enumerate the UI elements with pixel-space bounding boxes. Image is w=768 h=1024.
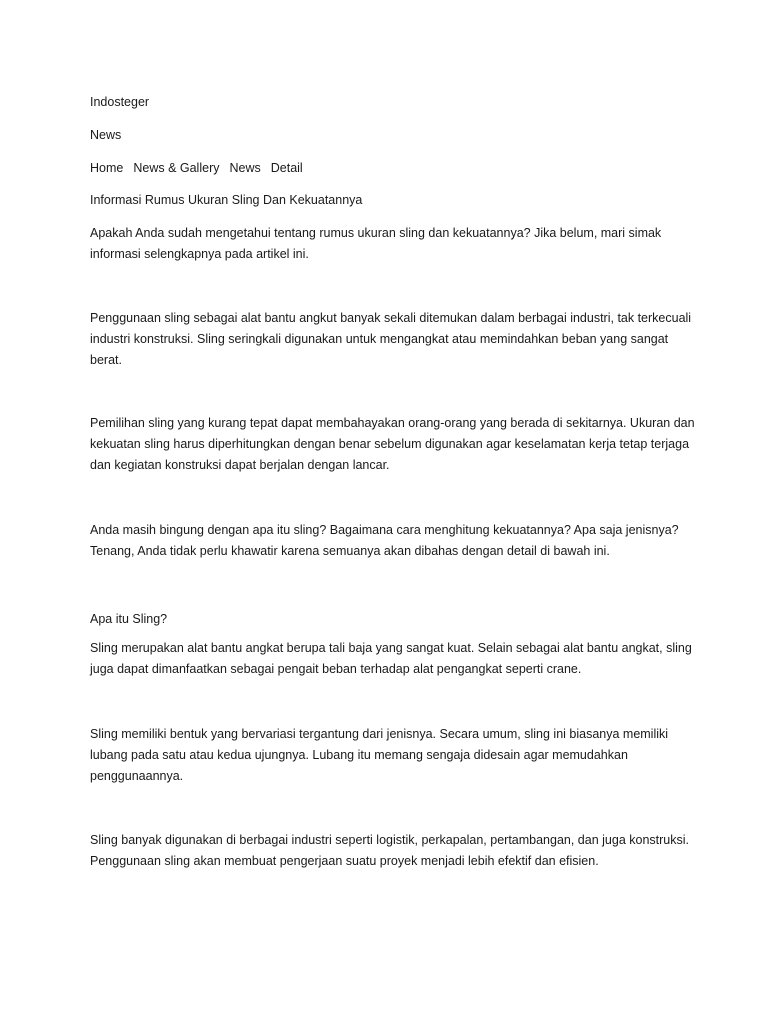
article-title: Informasi Rumus Ukuran Sling Dan Kekuatannya [90,193,363,207]
breadcrumb-detail[interactable]: Detail [270,161,303,175]
article-paragraph-3: Anda masih bingung dengan apa itu sling? Bagaimana cara menghitung kekuatannya? Apa saja jenisnya? Tenang, Anda tidak perlu khawatir karena semuanya akan dibahas dengan detail di bawah ini. [90,523,679,558]
breadcrumb-news-gallery[interactable]: News & Gallery [133,161,220,175]
article-subheading: Apa itu Sling? [90,612,168,626]
article-paragraph-4: Sling merupakan alat bantu angkat berupa tali baja yang sangat kuat. Selain sebagai alat bantu angkat, sling juga dapat dimanfaatkan sebagai pengait beban terhadap alat pengangkat seperti crane. [90,641,692,676]
article-paragraph-6: Sling banyak digunakan di berbagai industri seperti logistik, perkapalan, pertambangan, dan juga konstruksi. Penggunaan sling akan membuat pengerjaan suatu proyek menjadi lebih efektif dan efisien. [90,833,689,868]
article-paragraph-1: Penggunaan sling sebagai alat bantu angkut banyak sekali ditemukan dalam berbagai industri, tak terkecuali industri konstruksi. Sling seringkali digunakan untuk mengangkat atau memindahkan beban yang sangat berat. [90,311,692,367]
breadcrumb-home[interactable]: Home [90,161,124,175]
site-name: Indosteger [90,95,150,109]
breadcrumb-news[interactable]: News [229,161,261,175]
section-label: News [90,128,122,142]
article-paragraph-5: Sling memiliki bentuk yang bervariasi tergantung dari jenisnya. Secara umum, sling ini biasanya memiliki lubang pada satu atau kedua ujungnya. Lubang itu memang sengaja didesain agar memudahkan penggunaannya. [90,727,669,783]
breadcrumb [90,160,313,176]
article-intro: Apakah Anda sudah mengetahui tentang rumus ukuran sling dan kekuatannya? Jika belum, mari simak informasi selengkapnya pada artikel ini. [90,226,662,261]
article-paragraph-2: Pemilihan sling yang kurang tepat dapat membahayakan orang-orang yang berada di sekitarnya. Ukuran dan kekuatan sling harus diperhitungkan dengan benar sebelum digunakan agar keselamatan kerja tetap terjaga dan kegiatan konstruksi dapat berjalan dengan lancar. [90,416,695,472]
